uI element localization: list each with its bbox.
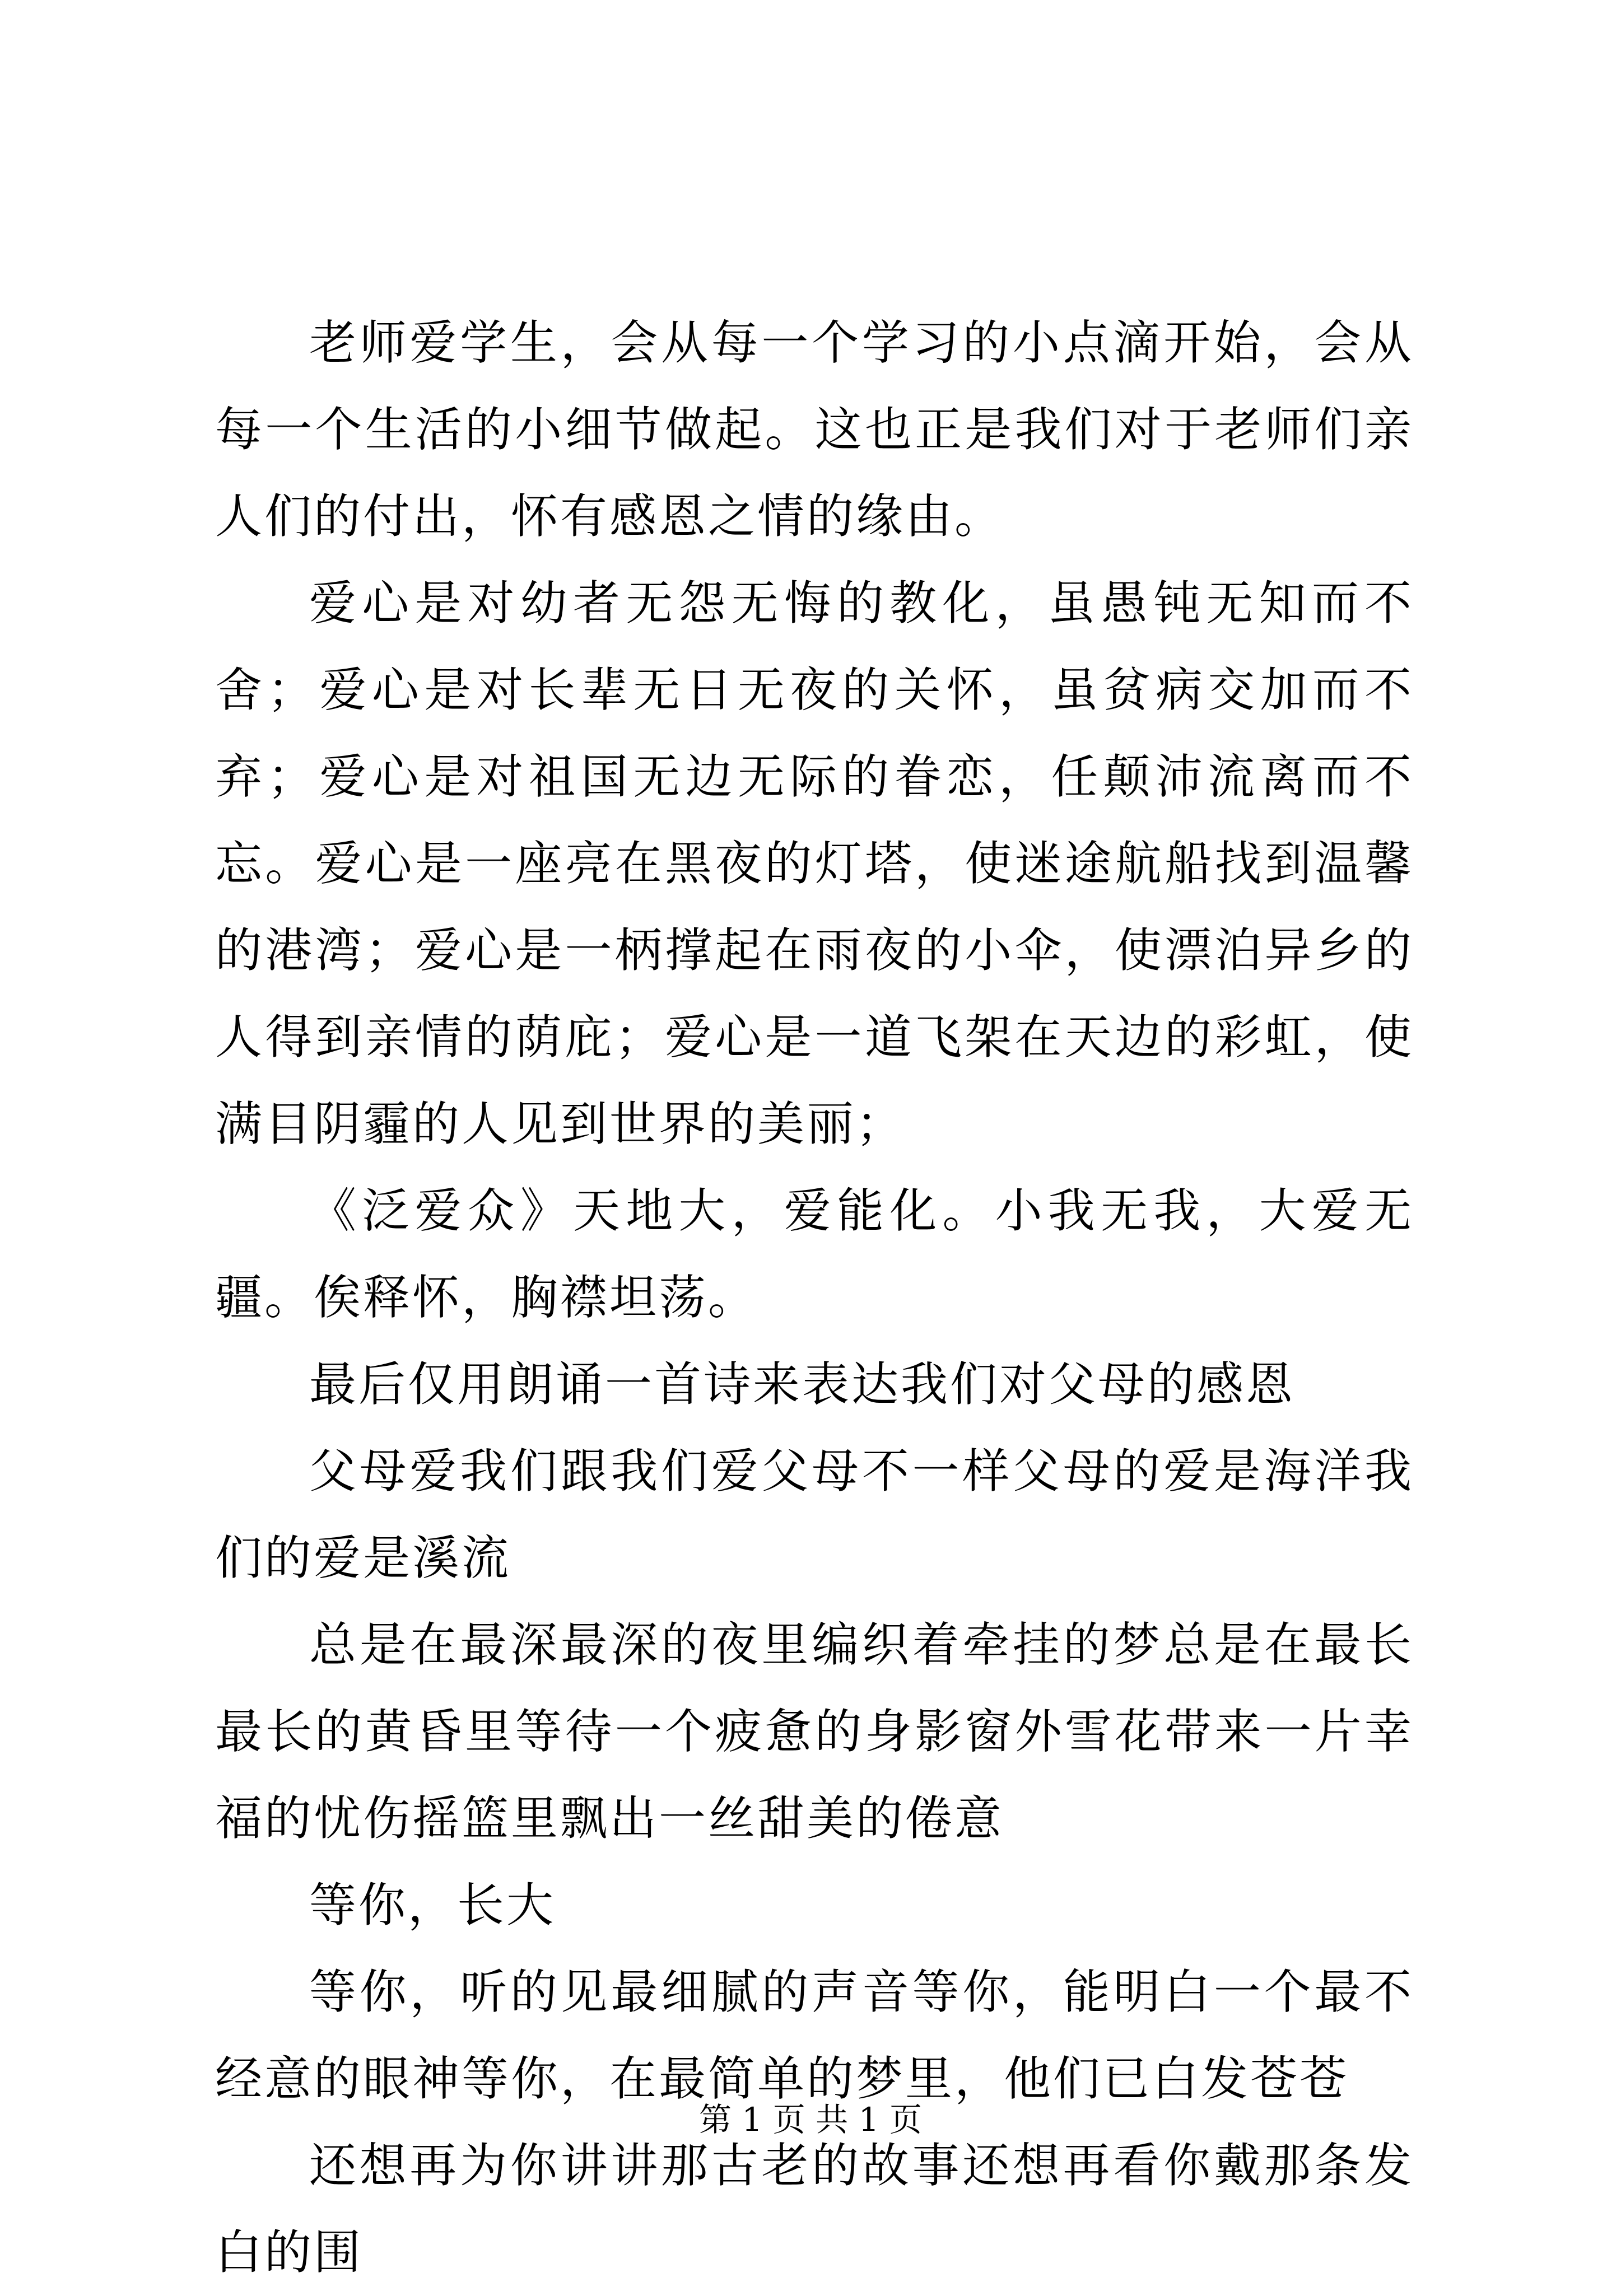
paragraph: 父母爱我们跟我们爱父母不一样父母的爱是海洋我们的爱是溪流	[215, 1444, 1414, 1585]
document-body	[215, 300, 1414, 2296]
paragraph: 等你，听的见最细腻的声音等你，能明白一个最不经意的眼神等你，在最简单的梦里，他们已白发苍苍	[215, 1964, 1414, 2106]
paragraph: 爱心是对幼者无怨无悔的教化，虽愚钝无知而不舍；爱心是对长辈无日无夜的关怀，虽贫病交加而不弃；爱心是对祖国无边无际的眷恋，任颠沛流离而不忘。爱心是一座亮在黑夜的灯塔，使迷途航船找到温馨的港湾；爱心是一柄撑起在雨夜的小伞，使漂泊异乡的人得到亲情的荫庇；爱心是一道飞架在天边的彩虹，使满目阴霾的人见到世界的美丽；	[215, 576, 1414, 1151]
paragraph: 最后仅用朗诵一首诗来表达我们对父母的感恩	[309, 1357, 1296, 1412]
page-footer	[0, 2097, 1621, 2142]
paragraph: 总是在最深最深的夜里编织着牵挂的梦总是在最长最长的黄昏里等待一个疲惫的身影窗外雪花带来一片幸福的忧伤摇篮里飘出一丝甜美的倦意	[215, 1617, 1414, 1846]
paragraph: 《泛爱众》天地大，爱能化。小我无我，大爱无疆。俟释怀，胸襟坦荡。	[215, 1183, 1414, 1325]
paragraph: 等你，长大	[309, 1878, 556, 1933]
paragraph: 还想再为你讲讲那古老的故事还想再看你戴那条发白的围	[215, 2138, 1414, 2280]
paragraph: 老师爱学生，会从每一个学习的小点滴开始，会从每一个生活的小细节做起。这也正是我们对于老师们亲人们的付出，怀有感恩之情的缘由。	[215, 315, 1414, 544]
page-number-label: 第 1 页 共 1 页	[699, 2101, 922, 2139]
